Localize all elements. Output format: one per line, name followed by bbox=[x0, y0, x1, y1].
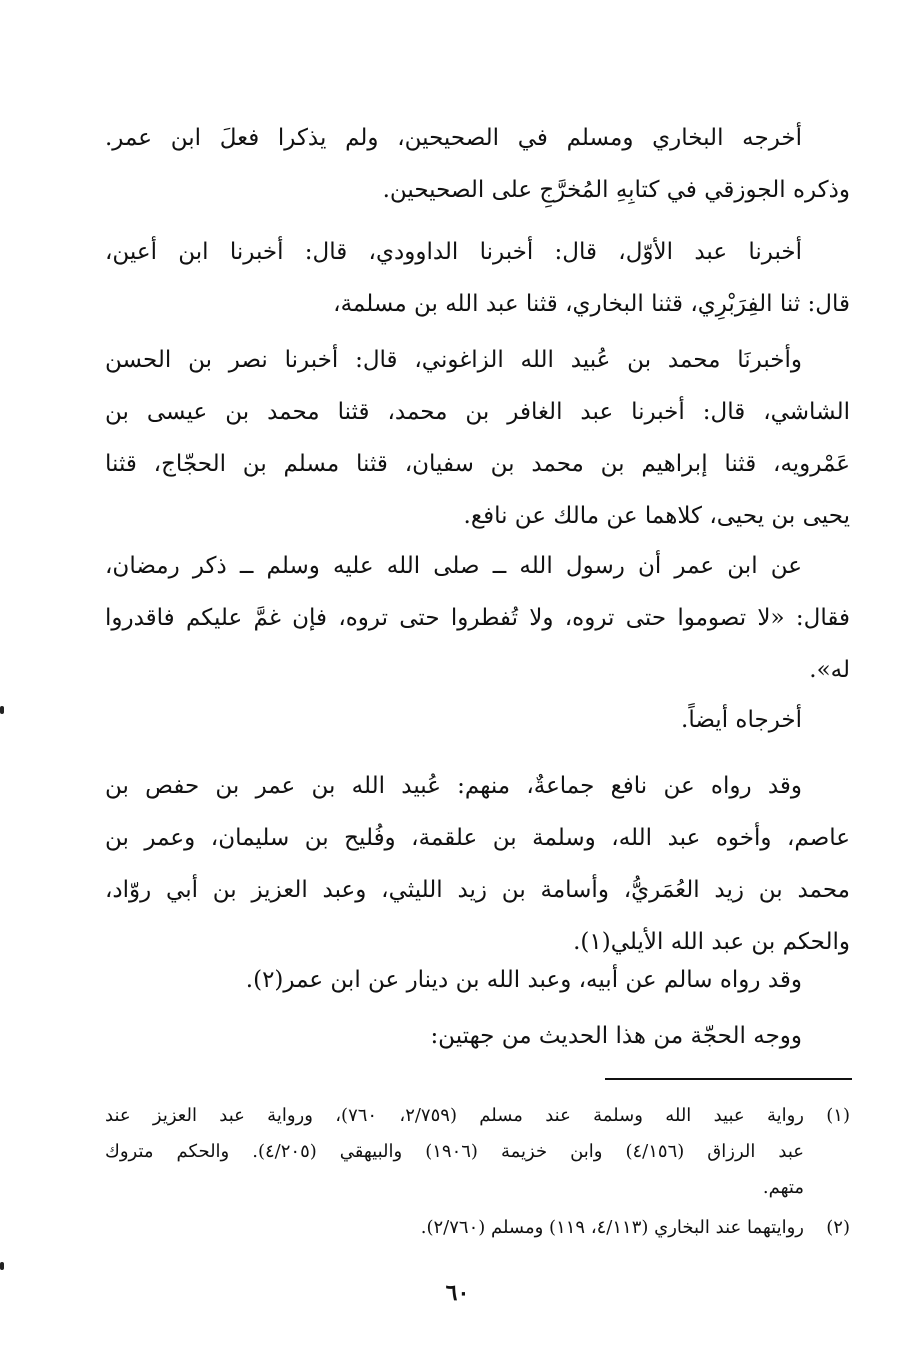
footnote-number: (١) bbox=[826, 1105, 850, 1126]
footnote-line: متهم. bbox=[762, 1177, 804, 1198]
paragraph-2 bbox=[105, 226, 850, 330]
text-line: وقد رواه عن نافع جماعةٌ، منهم: عُبيد الله بن عمر بن حفص بن bbox=[105, 773, 802, 799]
text-line: أخرجاه أيضاً. bbox=[681, 707, 802, 733]
text-line: أخرجه البخاري ومسلم في الصحيحين، ولم يذكرا فعلَ ابن عمر. bbox=[105, 125, 802, 151]
text-line: وأخبرنَا محمد بن عُبيد الله الزاغوني، قال: أخبرنا نصر بن الحسن bbox=[105, 347, 802, 373]
text-line: عن ابن عمر أن رسول الله ــ صلى الله عليه وسلم ــ ذكر رمضان، bbox=[105, 553, 802, 579]
scan-mark bbox=[0, 706, 4, 714]
footnote-line: رواية عبيد الله وسلمة عند مسلم (٢/٧٥٩، ٧٦٠)، ورواية عبد العزيز عند bbox=[105, 1105, 804, 1126]
paragraph-5 bbox=[105, 694, 850, 746]
footnotes bbox=[105, 1098, 850, 1246]
text-line: وقد رواه سالم عن أبيه، وعبد الله بن دينار عن ابن عمر(٢). bbox=[245, 967, 802, 993]
text-line: قال: ثنا الفِرَبْرِي، قثنا البخاري، قثنا عبد الله بن مسلمة، bbox=[333, 291, 850, 317]
text-line: له». bbox=[809, 657, 850, 683]
footnote-1 bbox=[105, 1098, 850, 1206]
footnote-separator bbox=[605, 1078, 852, 1080]
text-line: ووجه الحجّة من هذا الحديث من جهتين: bbox=[430, 1023, 802, 1049]
text-line: فقال: «لا تصوموا حتى تروه، ولا تُفطروا حتى تروه، فإن غمَّ عليكم فاقدروا bbox=[105, 605, 850, 631]
text-line: أخبرنا عبد الأوّل، قال: أخبرنا الداوودي، قال: أخبرنا ابن أعين، bbox=[105, 239, 802, 265]
footnote-line: عبد الرزاق (٤/١٥٦) وابن خزيمة (١٩٠٦) والبيهقي (٤/٢٠٥). والحكم متروك bbox=[105, 1141, 804, 1162]
paragraph-8 bbox=[105, 1010, 850, 1062]
text-line: والحكم بن عبد الله الأيلي(١). bbox=[573, 929, 850, 955]
footnote-line: روايتهما عند البخاري (٤/١١٣، ١١٩) ومسلم (٢/٧٦٠). bbox=[420, 1217, 804, 1238]
paragraph-7 bbox=[105, 954, 850, 1006]
page-number: ٦٠ bbox=[445, 1280, 470, 1306]
paragraph-6 bbox=[105, 760, 850, 968]
text-line: يحيى بن يحيى، كلاهما عن مالك عن نافع. bbox=[463, 503, 850, 529]
text-line: الشاشي، قال: أخبرنا عبد الغافر بن محمد، قثنا محمد بن عيسى بن bbox=[105, 399, 850, 425]
paragraph-1 bbox=[105, 112, 850, 216]
scan-mark bbox=[0, 1262, 4, 1270]
text-line: محمد بن زيد العُمَريُّ، وأسامة بن زيد الليثي، وعبد العزيز بن أبي روّاد، bbox=[105, 877, 850, 903]
paragraph-4 bbox=[105, 540, 850, 696]
paragraph-3 bbox=[105, 334, 850, 542]
text-line: وذكره الجوزقي في كتابِهِ المُخرَّجِ على الصحيحين. bbox=[382, 177, 850, 203]
text-line: عاصم، وأخوه عبد الله، وسلمة بن علقمة، وفُليح بن سليمان، وعمر بن bbox=[105, 825, 850, 851]
footnote-2 bbox=[105, 1210, 850, 1246]
text-line: عَمْرويه، قثنا إبراهيم بن محمد بن سفيان، قثنا مسلم بن الحجّاج، قثنا bbox=[105, 451, 850, 477]
footnote-number: (٢) bbox=[826, 1217, 850, 1238]
